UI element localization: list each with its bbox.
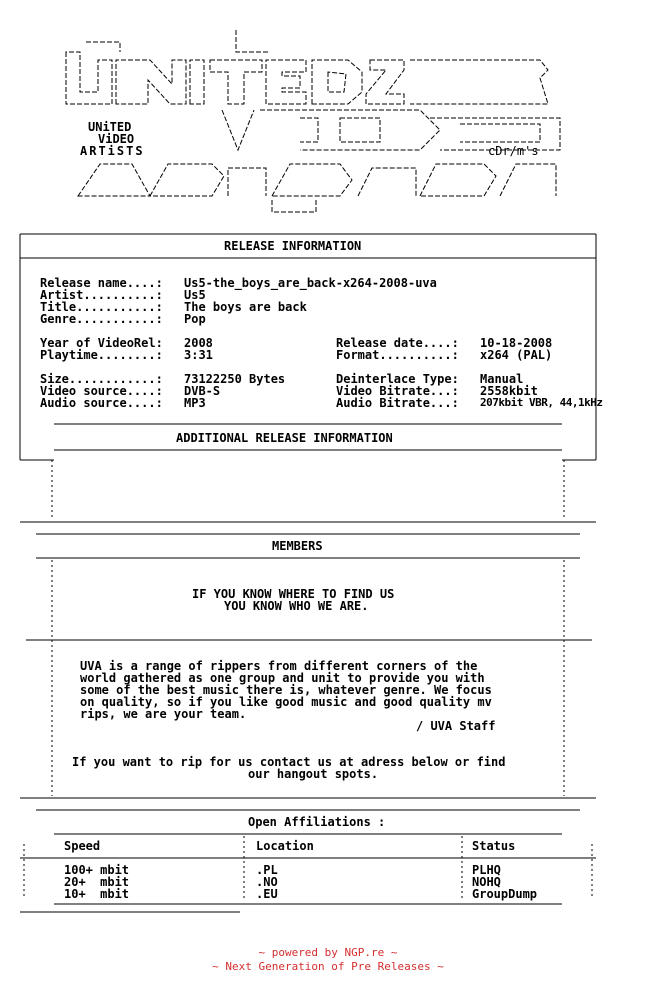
deint-value: Manual — [480, 372, 524, 386]
abitrate-value: 207kbit VBR, 44,1kHz — [480, 396, 603, 409]
row-speed: 10+ mbit — [64, 887, 130, 901]
year-value: 2008 — [184, 336, 213, 350]
logo-united: UNiTED — [88, 120, 132, 134]
members-para-3: some of the best music there is, whatever genre. We focus — [80, 683, 492, 697]
deint-label: Deinterlace Type: — [336, 372, 459, 386]
vsource-value: DVB-S — [184, 384, 221, 398]
row-location: .PL — [256, 863, 278, 877]
size-value: 73122250 Bytes — [184, 372, 286, 386]
artist-label: Artist..........: — [40, 288, 163, 302]
release-name-value: Us5-the_boys_are_back-x264-2008-uva — [184, 276, 437, 290]
format-label: Format..........: — [336, 348, 459, 362]
members-contact-1: If you want to rip for us contact us at adress below or find — [72, 755, 506, 769]
row-location: .EU — [256, 887, 278, 901]
col-status-header: Status — [472, 839, 516, 853]
members-header: MEMBERS — [272, 539, 323, 553]
members-para-5: rips, we are your team. — [80, 707, 247, 721]
release-name-label: Release name....: — [40, 276, 163, 290]
col-speed-header: Speed — [64, 839, 101, 853]
row-speed: 20+ mbit — [64, 875, 130, 889]
format-value: x264 (PAL) — [480, 348, 553, 362]
genre-label: Genre...........: — [40, 312, 163, 326]
title-value: The boys are back — [184, 300, 307, 314]
row-status: PLHQ — [472, 863, 501, 877]
logo-artists: ARTiSTS — [80, 144, 145, 158]
members-para-2: world gathered as one group and unit to provide you with — [80, 671, 485, 685]
additional-info-header: ADDITIONAL RELEASE INFORMATION — [176, 431, 393, 445]
row-speed: 100+ mbit — [64, 863, 130, 877]
row-status: NOHQ — [472, 875, 501, 889]
members-slogan-1: IF YOU KNOW WHERE TO FIND US — [192, 587, 395, 601]
footer-powered-by: ~ powered by NGP.re ~ — [258, 946, 398, 959]
reldate-value: 10-18-2008 — [480, 336, 553, 350]
playtime-value: 3:31 — [184, 348, 213, 362]
title-label: Title...........: — [40, 300, 163, 314]
vsource-label: Video source....: — [40, 384, 163, 398]
size-label: Size............: — [40, 372, 163, 386]
vbitrate-value: 2558kbit — [480, 384, 538, 398]
members-para-1: UVA is a range of rippers from different corners of the — [80, 659, 478, 673]
members-para-4: on quality, so if you like good music and good quality mv — [80, 695, 492, 709]
logo-video: ViDEO — [98, 132, 135, 146]
release-info-header: RELEASE INFORMATION — [224, 239, 362, 253]
row-location: .NO — [256, 875, 278, 889]
reldate-label: Release date....: — [336, 336, 459, 350]
members-staff-signature: / UVA Staff — [416, 719, 496, 733]
playtime-label: Playtime........: — [40, 348, 163, 362]
genre-value: Pop — [184, 312, 206, 326]
asource-value: MP3 — [184, 396, 206, 410]
affiliations-header: Open Affiliations : — [248, 815, 386, 829]
abitrate-label: Audio Bitrate...: — [336, 396, 459, 410]
logo-signature: cDr/m's — [488, 144, 539, 158]
footer-tagline: ~ Next Generation of Pre Releases ~ — [212, 960, 444, 973]
col-location-header: Location — [256, 839, 314, 853]
members-slogan-2: YOU KNOW WHO WE ARE. — [224, 599, 369, 613]
vbitrate-label: Video Bitrate...: — [336, 384, 459, 398]
row-status: GroupDump — [472, 887, 538, 901]
members-contact-2: our hangout spots. — [248, 767, 379, 781]
artist-value: Us5 — [184, 288, 206, 302]
asource-label: Audio source....: — [40, 396, 163, 410]
year-label: Year of VideoRel: — [40, 336, 163, 350]
